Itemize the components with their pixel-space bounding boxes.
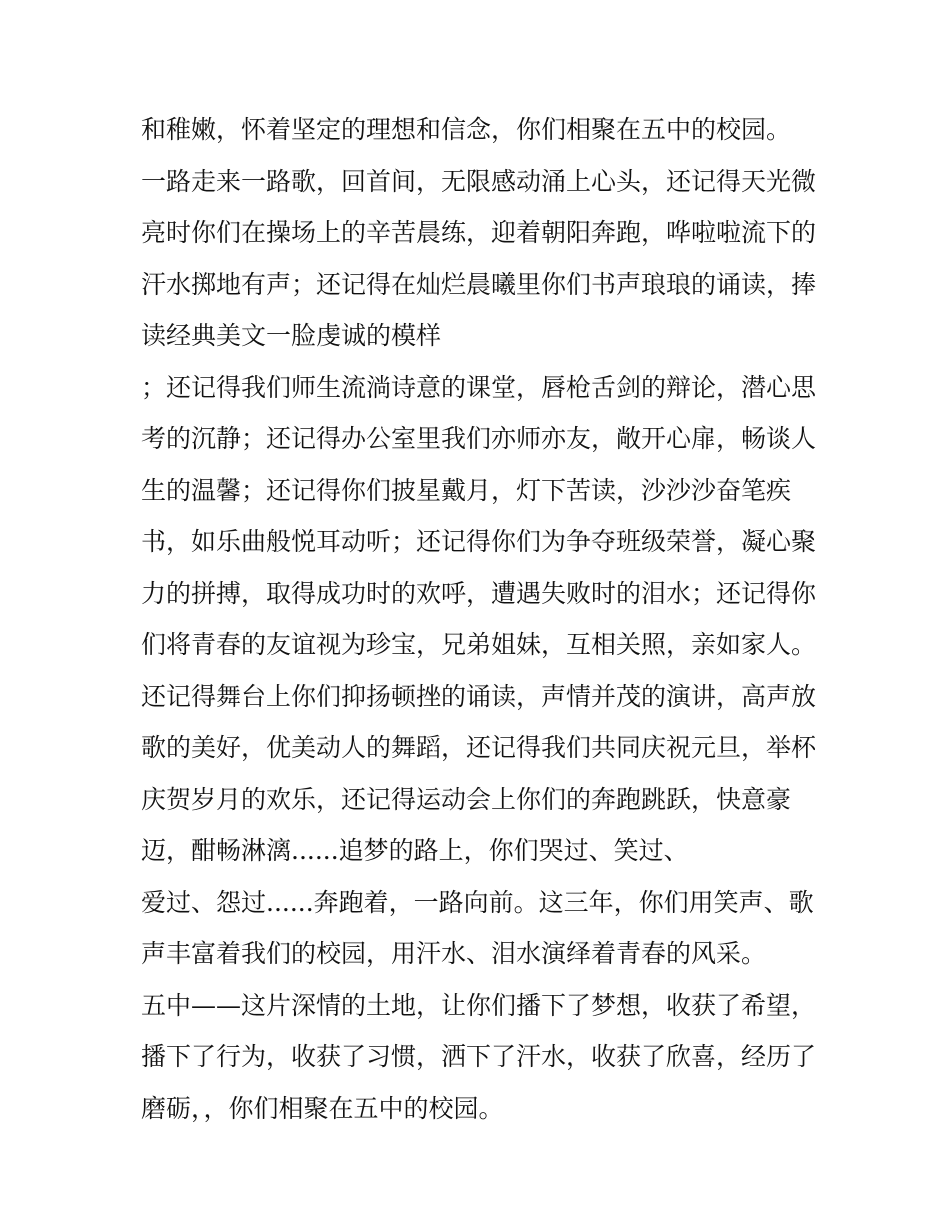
text-line: 汗水掷地有声；还记得在灿烂晨曦里你们书声琅琅的诵读，捧: [141, 269, 817, 299]
text-line: 一路走来一路歌，回首间，无限感动涌上心头，还记得天光微: [141, 166, 817, 196]
text-line: 迈，酣畅淋漓......追梦的路上，你们哭过、笑过、: [141, 836, 689, 865]
text-line: 力的拼搏，取得成功时的欢呼，遭遇失败时的泪水；还记得你: [141, 578, 817, 608]
text-line: ；还记得我们师生流淌诗意的课堂，唇枪舌剑的辩论，潜心思: [141, 372, 817, 402]
text-line: 歌的美好，优美动人的舞蹈，还记得我们共同庆祝元旦，举杯: [141, 733, 817, 762]
text-line: 书，如乐曲般悦耳动听；还记得你们为争夺班级荣誉，凝心聚: [141, 527, 817, 556]
text-line: 五中——这片深情的土地，让你们播下了梦想，收获了希望，: [141, 990, 817, 1020]
text-line: 磨砺，，你们相聚在五中的校园。: [141, 1093, 504, 1123]
text-line: 生的温馨；还记得你们披星戴月，灯下苦读，沙沙沙奋笔疾: [141, 475, 792, 505]
body-text: [141, 104, 831, 1134]
text-line: 考的沉静；还记得办公室里我们亦师亦友，敞开心扉，畅谈人: [141, 424, 817, 453]
text-line: 庆贺岁月的欢乐，还记得运动会上你们的奔跑跳跃，快意豪: [141, 784, 792, 814]
text-line: 爱过、怨过......奔跑着，一路向前。这三年，你们用笑声、歌: [141, 887, 814, 917]
text-line: 播下了行为，收获了习惯，洒下了汗水，收获了欣喜，经历了: [141, 1042, 817, 1071]
text-line: 还记得舞台上你们抑扬顿挫的诵读，声情并茂的演讲，高声放: [141, 681, 817, 711]
text-line: 声丰富着我们的校园，用汗水、泪水演绎着青春的风采。: [141, 939, 767, 968]
text-line: 亮时你们在操场上的辛苦晨练，迎着朝阳奔跑，哗啦啦流下的: [141, 218, 817, 247]
text-line: 们将青春的友谊视为珍宝，兄弟姐妹，互相关照，亲如家人。: [141, 630, 817, 659]
text-line: 和稚嫩，怀着坚定的理想和信念，你们相聚在五中的校园。: [141, 115, 792, 144]
text-line: 读经典美文一脸虔诚的模样: [141, 321, 442, 350]
